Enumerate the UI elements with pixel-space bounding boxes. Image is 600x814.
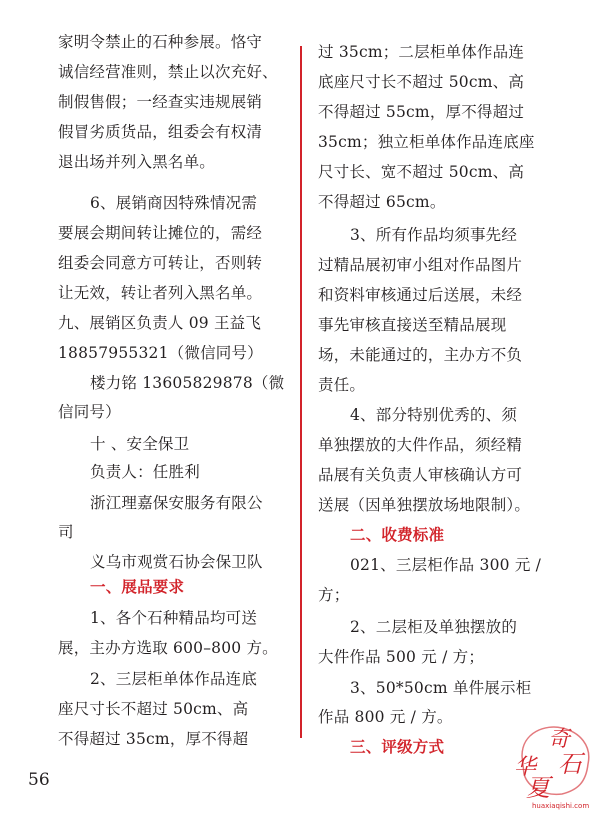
body-line: 楼力铭 13605829878（微 [90, 374, 285, 392]
logo-char: 夏 [526, 774, 550, 802]
body-line: 底座尺寸长不超过 50cm、高 [318, 73, 525, 91]
body-line: 021、三层柜作品 300 元 / [350, 556, 542, 574]
body-line: 35cm；独立柜单体作品连底座 [318, 133, 535, 151]
body-line: 过 35cm；二层柜单体作品连 [318, 43, 525, 61]
logo-url: huaxiaqishi.com [532, 802, 590, 810]
body-line: 诚信经营准则，禁止以次充好、 [58, 63, 278, 81]
body-line: 信同号） [58, 403, 121, 421]
body-line: 18857955321（微信同号） [58, 344, 263, 362]
body-line: 和资料审核通过后送展，未经 [318, 286, 523, 304]
body-line: 2、二层柜及单独摆放的 [350, 618, 518, 636]
column-divider [300, 46, 302, 738]
body-line: 九、展销区负责人 09 王益飞 [58, 314, 262, 332]
body-line: 大件作品 500 元 / 方； [318, 648, 485, 666]
body-line: 3、50*50cm 单件展示柜 [350, 679, 532, 697]
body-line: 制假售假；一经查实违规展销 [58, 93, 263, 111]
page-number: 56 [28, 770, 50, 790]
body-line: 送展（因单独摆放场地限制）。 [318, 496, 531, 514]
body-line: 让无效，转让者列入黑名单。 [58, 284, 263, 302]
body-line: 退出场并列入黑名单。 [58, 153, 216, 171]
body-line: 3、所有作品均须事先经 [350, 226, 518, 244]
body-line: 6、展销商因特殊情况需 [90, 194, 258, 212]
body-line: 负责人：任胜利 [90, 463, 200, 481]
body-line: 假冒劣质货品，组委会有权清 [58, 123, 263, 141]
body-line: 浙江理嘉保安服务有限公 [90, 494, 263, 512]
body-line: 不得超过 65cm。 [318, 193, 446, 211]
body-line: 展，主办方选取 600–800 方。 [58, 639, 278, 657]
body-line: 义乌市观赏石协会保卫队 [90, 553, 263, 571]
logo-char: 华 [514, 755, 537, 780]
section-heading: 二、收费标准 [350, 525, 445, 544]
body-line: 座尺寸长不超过 50cm、高 [58, 700, 249, 718]
body-line: 品展有关负责人审核确认方可 [318, 466, 523, 484]
site-logo [508, 716, 596, 812]
body-line: 单独摆放的大件作品，须经精 [318, 436, 523, 454]
body-line: 家明令禁止的石种参展。恪守 [58, 33, 263, 51]
body-line: 组委会同意方可转让，否则转 [58, 254, 263, 272]
body-line: 责任。 [318, 376, 366, 394]
body-line: 作品 800 元 / 方。 [318, 708, 453, 726]
section-heading: 十 、安全保卫 [90, 435, 190, 453]
body-line: 过精品展初审小组对作品图片 [318, 256, 523, 274]
body-line: 场，未能通过的，主办方不负 [318, 346, 523, 364]
body-line: 1、各个石种精品均可送 [90, 609, 258, 627]
body-line: 2、三层柜单体作品连底 [90, 670, 258, 688]
section-heading: 三、评级方式 [350, 737, 445, 756]
logo-char: 石 [558, 750, 582, 778]
body-line: 4、部分特别优秀的、须 [350, 406, 518, 424]
body-line: 事先审核直接送至精品展现 [318, 316, 507, 334]
section-heading: 一、展品要求 [90, 577, 185, 596]
body-line: 要展会期间转让摊位的，需经 [58, 224, 263, 242]
body-line: 不得超过 35cm，厚不得超 [58, 730, 249, 748]
body-line: 不得超过 55cm，厚不得超过 [318, 103, 525, 121]
logo-char: 奇 [548, 727, 571, 752]
body-line: 方； [318, 586, 350, 604]
body-line: 司 [58, 523, 74, 541]
body-line: 尺寸长、宽不超过 50cm、高 [318, 163, 525, 181]
